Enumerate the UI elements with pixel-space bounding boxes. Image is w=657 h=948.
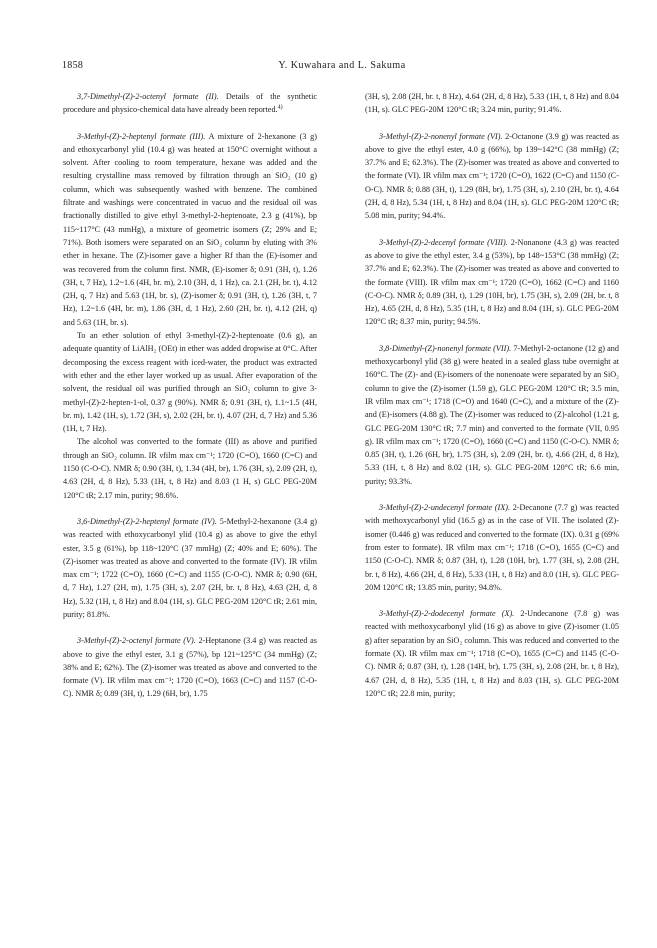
entry-body: 5-Methyl-2-hexanone (3.4 g) was reacted with ethoxycarbonyl ylid (10.4 g) as above to give the ethyl ester, 3.5 g (61%), bp 118~120°C (37 mmHg) (Z; 40% and E; 60%). The (Z)-isomer was treated as above and converted to the formate (IV). IR νfilm max cm⁻¹; 1722 (C=O), 1660 (C=C) and 1155 (C-O-C). NMR δ; 0.90 (6H, d, 7 Hz), 1.27 (2H, m), 1.75 (3H, s), 2.07 (2H, br. t, 8 Hz), 4.63 (2H, d, 8 Hz), 5.32 (1H, t, 8 Hz) and 8.04 (1H, s). GLC PEG-20M 120°C tR; 2.61 min, purity; 81.8%. (63, 516, 318, 619)
compound-entry-III (63, 130, 317, 329)
compound-entry-VII (365, 342, 619, 488)
entry-paragraph: To an ether solution of ethyl 3-methyl-(Z)-2-heptenoate (0.6 g), an adequate quantity of LiAlH₂ (OEt) in ether was added dropwise at 0°C. After decomposing the excess reagent with iced-water, the product was extracted with ether and the ether layer worked up as usual. After evaporation of the solvent, the residual oil was purified through an SiO₂ column to give 3-methyl-(Z)-2-hepten-1-ol, 0.37 g (90%). NMR δ; 0.91 (3H, t), 1.1~1.5 (4H, br. m), 1.42 (1H, s), 1.72 (3H, s), 2.02 (2H, br. t), 4.07 (2H, d, 7 Hz) and 5.36 (1H, t, 7 Hz). (63, 331, 317, 434)
compound-entry-VI (365, 130, 619, 223)
page-header (62, 60, 622, 76)
entry-title: 3-Methyl-(Z)-2-dodecenyl formate (X). (379, 609, 515, 619)
entry-title: 3-Methyl-(Z)-2-decenyl formate (VIII). (379, 237, 508, 247)
reference-marker: 4) (277, 104, 283, 111)
entry-title: 3-Methyl-(Z)-2-undecenyl formate (IX). (379, 503, 511, 513)
compound-entry-VIII (365, 236, 619, 329)
entry-title: 3,6-Dimethyl-(Z)-2-heptenyl formate (IV). (77, 516, 217, 526)
entry-title: 3,7-Dimethyl-(Z)-2-octenyl formate (II). (77, 92, 219, 101)
entry-body: 7-Methyl-2-octanone (12 g) and methoxycarbonyl ylid (38 g) were heated in a sealed glass tube overnight at 160°C. The (Z)- and (E)-isomers of the nonenoate were separated by an SiO₂ column to give the (Z)-isomer (1.59 g), GLC PEG-20M 120°C tR; 3.5 min, IR νfilm max cm⁻¹; 1718 (C=O) and 1640 (C=C), and a mixture of the (Z)- and (E)-isomers (4.88 g). The (Z)-isomer was reduced to (Z)-alcohol (1.21 g, GLC PEG-20M 130°C tR; 7.7 min) and converted to the formate (VII, 0.95 g). IR νfilm max cm⁻¹; 1720 (C=O), 1660 (C=C) and 1150 (C-O-C). NMR δ; 0.85 (3H, t), 1.26 (6H, br), 1.75 (3H, s), 2.09 (2H, br. t), 4.66 (2H, d, 8 Hz), 5.33 (1H, t, 8 Hz) and 8.02 (1H, s). GLC PEG-20M 120°C tR; 6.6 min, purity; 93.3%. (365, 343, 619, 486)
entry-body: 2-Undecanone (7.8 g) was reacted with methoxycarbonyl ylid (16 g) as above to give (Z)-isomer (1.05 g) after separation by an SiO₂ column. This was reduced and converted to the formate (X). IR νfilm max cm⁻¹; 1718 (C=O), 1655 (C=C) and 1145 (C-O-C). NMR δ; 0.87 (3H, t), 1.28 (14H, br), 1.75 (3H, s), 2.08 (2H, br. t, 8 Hz), 4.67 (2H, d, 8 Hz), 5.35 (1H, t, 8 Hz) and 8.03 (1H, s). GLC PEG-20M 120°C tR; 22.8 min, purity; (365, 609, 619, 698)
compound-entry-X (365, 607, 619, 700)
running-head: Y. Kuwahara and L. Sakuma (278, 60, 406, 71)
entry-title: 3-Methyl-(Z)-2-nonenyl formate (VI). (379, 131, 503, 141)
entry-body: A mixture of 2-hexanone (3 g) and ethoxycarbonyl ylid (10.4 g) was heated at 150°C overnight without a solvent. After cooling to room temperature, hexane was added and the resulting crystalline mass removed by filtration through an SiO₂ (10 g) column, which was subsequently washed with benzene. The combined filtrate and washings were concentrated in vacuo and the residual oil was fractionally distilled to give ethyl 3-methyl-2-heptenoate, 2.3 g (41%), bp 115~117°C (43 mmHg), a mixture of geometric isomers (Z; 29% and E; 71%). Both isomers were separated on an SiO₂ column by eluting with 3% ether in hexane. The (Z)-isomer gave a higher Rf than the (E)-isomer and was recovered from the column first. NMR, (E)-isomer δ; 0.91 (3H, t), 1.26 (3H, t, 7 Hz), 1.2~1.6 (4H, br. m), 2.10 (3H, d, 1 Hz), ca. 2.1 (2H, br. t), 4.12 (2H, q, 7 Hz) and 5.63 (1H, br. s), (Z)-isomer δ; 0.91 (3H, t), 1.26 (3H, t, 7 Hz), 1.2~1.6 (4H, br. m), 1.86 (3H, d, 1 Hz), 2.60 (2H, br. t), 4.12 (2H, q) and 5.63 (1H, br. s). (63, 131, 317, 327)
compound-entry-II (63, 90, 317, 117)
entry-title: 3-Methyl-(Z)-2-heptenyl formate (III). (77, 131, 206, 141)
compound-entry-V (63, 634, 317, 700)
left-column (63, 90, 317, 701)
page-number: 1858 (62, 60, 84, 71)
entry-body: Details of the synthetic procedure and physico-chemical data have already been reported. (63, 92, 317, 115)
entry-paragraph: The alcohol was converted to the formate (III) as above and purified through an SiO₂ column. IR νfilm max cm⁻¹; 1720 (C=O), 1660 (C=C) and 1150 (C-O-C). NMR δ; 0.90 (3H, t), 1.34 (4H, br), 1.76 (3H, s), 2.09 (2H, t), 4.63 (2H, d, 8 Hz), 5.33 (1H, t, 8 Hz) and 8.03 (1 H, s) GLC PEG-20M 120°C tR; 2.17 min, purity; 98.6%. (63, 437, 317, 500)
entry-body: 2-Octanone (3.9 g) was reacted as above to give the ethyl ester, 4.0 g (66%), bp 139~142°C (38 mmHg) (Z; 37.7% and E; 62.3%). The (Z)-isomer was treated as above and converted to the formate (VI). IR νfilm max cm⁻¹; 1720 (C=O), 1622 (C=C) and 1150 (C-O-C). NMR δ; 0.88 (3H, t), 1.29 (8H, br), 1.75 (3H, s), 2.10 (2H, br. t), 4.64 (2H, d, 8 Hz), 5.34 (1H, t, 8 Hz) and 8.04 (1H, s). GLC PEG-20M 120°C tR; 5.08 min, purity; 94.4%. (365, 131, 619, 221)
right-column (365, 90, 619, 700)
entry-title: 3-Methyl-(Z)-2-octenyl formate (V). (77, 636, 196, 646)
entry-body: 2-Decanone (7.7 g) was reacted with methoxycarbonyl ylid (16.5 g) as in the case of VII. The isolated (Z)-isomer (0.446 g) was reduced and converted to the formate (IX). 0.31 g (69% from ester to formate). IR νfilm max cm⁻¹; 1718 (C=O), 1655 (C=C) and 1150 (C-O-C). NMR δ; 0.87 (3H, t), 1.28 (10H, br), 1.77 (3H, s), 2.08 (2H, br. t, 8 Hz), 4.66 (2H, d, 8 Hz), 5.33 (1H, t, 8 Hz) and 8.0 (1H, s). GLC PEG-20M 120°C tR; 13.85 min, purity; 94.8%. (365, 503, 619, 592)
entry-title: 3,8-Dimethyl-(Z)-nonenyl formate (VII). (379, 343, 512, 353)
entry-body: 2-Nonanone (4.3 g) was reacted as above to give the ethyl ester, 3.4 g (53%), bp 148~153°C (38 mmHg) (Z; 37.7% and E; 62.3%). The (Z)-isomer was treated as above and converted to the formate (VIII). IR νfilm max cm⁻¹; 1720 (C=O), 1662 (C=C) and 1160 (C-O-C). NMR δ; 0.89 (3H, t), 1.29 (10H, br), 1.75 (3H, s), 2.09 (2H, br. t, 8 Hz), 4.65 (2H, d, 8 Hz), 5.35 (1H, t, 8 Hz) and 8.04 (1H, s). GLC PEG-20M 120°C tR; 8.37 min, purity; 94.5%. (365, 237, 620, 327)
entry-body: 2-Heptanone (3.4 g) was reacted as above to give the ethyl ester, 3.1 g (57%), bp 121~125°C (34 mmHg) (Z; 38% and E; 62%). The (Z)-isomer was treated as above and converted to the formate (V). IR νfilm max cm⁻¹; 1720 (C=O), 1663 (C=C) and 1157 (C-O-C). NMR δ; 0.89 (3H, t), 1.29 (6H, br), 1.75 (63, 636, 317, 699)
compound-entry-V-continued: (3H, s), 2.08 (2H, br. t, 8 Hz), 4.64 (2H, d, 8 Hz), 5.33 (1H, t, 8 Hz) and 8.04 (1H, s). GLC PEG-20M 120°C tR; 3.24 min, purity; 91.4%. (365, 92, 619, 115)
compound-entry-IX (365, 501, 619, 594)
compound-entry-IV (63, 515, 317, 621)
